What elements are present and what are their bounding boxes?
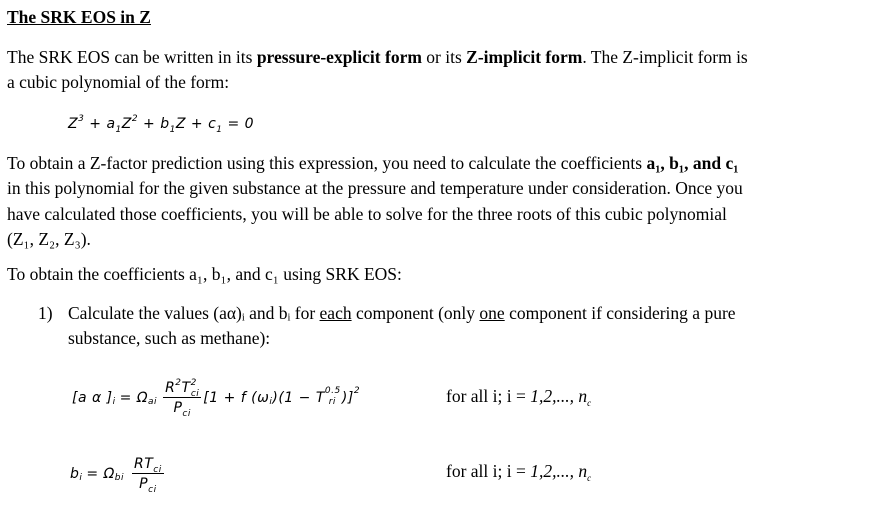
- term: + c: [185, 116, 217, 132]
- page-title: The SRK EOS in Z: [7, 7, 151, 27]
- para3: To obtain the coefficients a₁, b₁, and c₁ using SRK EOS:: [7, 264, 402, 284]
- term: + a: [84, 116, 116, 132]
- b-equation: [70, 446, 164, 502]
- para1-line2: a cubic polynomial of the form:: [7, 72, 230, 92]
- text: component if considering a pure: [504, 303, 736, 323]
- sup: 0.5: [324, 386, 341, 396]
- z-implicit-term: Z-implicit form: [466, 47, 583, 67]
- sub: ri: [328, 397, 336, 407]
- text: To obtain a Z-factor prediction using this expression, you need to calculate the coefficients: [7, 153, 647, 173]
- sub: c: [587, 473, 592, 483]
- bracket-term: )]: [341, 390, 354, 406]
- para2-line3: have calculated those coefficients, you will be able to solve for the three roots of this cubic polynomial: [7, 204, 727, 224]
- sub: 1: [115, 125, 122, 135]
- text: component (only: [351, 303, 480, 323]
- sub: 1: [216, 125, 223, 135]
- fraction: [132, 456, 164, 495]
- sub: 1: [169, 125, 176, 135]
- omega: = Ω: [86, 466, 115, 482]
- sub: i: [79, 473, 83, 483]
- para2-line4: (Z₁, Z₂, Z₃).: [7, 229, 91, 249]
- range: 1,2,..., n: [530, 386, 588, 406]
- range: 1,2,..., n: [530, 461, 588, 481]
- a-alpha-equation: [72, 368, 360, 428]
- sup: 2: [353, 386, 361, 396]
- term: + b: [138, 116, 170, 132]
- denominator: $P_{ci}$: [139, 476, 157, 495]
- term: = 0: [222, 116, 255, 132]
- text: or its: [421, 47, 467, 67]
- step1-number: 1): [38, 303, 53, 323]
- sub: c: [587, 398, 592, 408]
- step1-line1: [68, 303, 736, 323]
- sub: ai: [148, 397, 158, 407]
- sub: bi: [114, 473, 125, 483]
- eq3-condition: [446, 461, 591, 484]
- exp: 2: [131, 114, 139, 124]
- pressure-explicit-term: pressure-explicit form: [256, 47, 422, 67]
- sub: i: [269, 397, 273, 407]
- var: Z: [121, 116, 132, 132]
- numerator: $RT_{ci}$: [134, 456, 162, 475]
- text: for all i; i =: [446, 461, 531, 481]
- coefficients-bold: a₁, b₁, and c₁: [646, 153, 739, 173]
- text: for all i; i =: [446, 386, 531, 406]
- var: Z: [68, 116, 79, 132]
- text: The SRK EOS can be written in its: [7, 47, 257, 67]
- omega: = Ω: [119, 390, 149, 406]
- lhs: [a α ]: [72, 390, 113, 406]
- eq2-condition: [446, 386, 591, 409]
- one-underlined: one: [479, 303, 505, 323]
- sub: i: [112, 397, 116, 407]
- text: . The Z-implicit form is: [582, 47, 748, 67]
- para1-line1: [7, 47, 748, 67]
- each-underlined: each: [319, 303, 352, 323]
- bracket-term: [1 + f (ω: [203, 390, 270, 406]
- text: Calculate the values (aα)ᵢ and bᵢ for: [68, 303, 320, 323]
- exp: 3: [78, 114, 85, 124]
- para2-line2: in this polynomial for the given substance at the pressure and temperature under consideration. Once you: [7, 178, 743, 198]
- bracket-term: )(1 − T: [272, 390, 325, 406]
- para2-line1: [7, 153, 739, 173]
- var: Z: [175, 116, 186, 132]
- denominator: $P_{ci}$: [173, 400, 191, 419]
- fraction: [163, 378, 201, 419]
- numerator: $R^2T^2_{ci}$: [165, 378, 200, 399]
- cubic-equation: [68, 114, 255, 135]
- lhs: b: [70, 466, 80, 482]
- step1-line2: substance, such as methane):: [68, 328, 271, 348]
